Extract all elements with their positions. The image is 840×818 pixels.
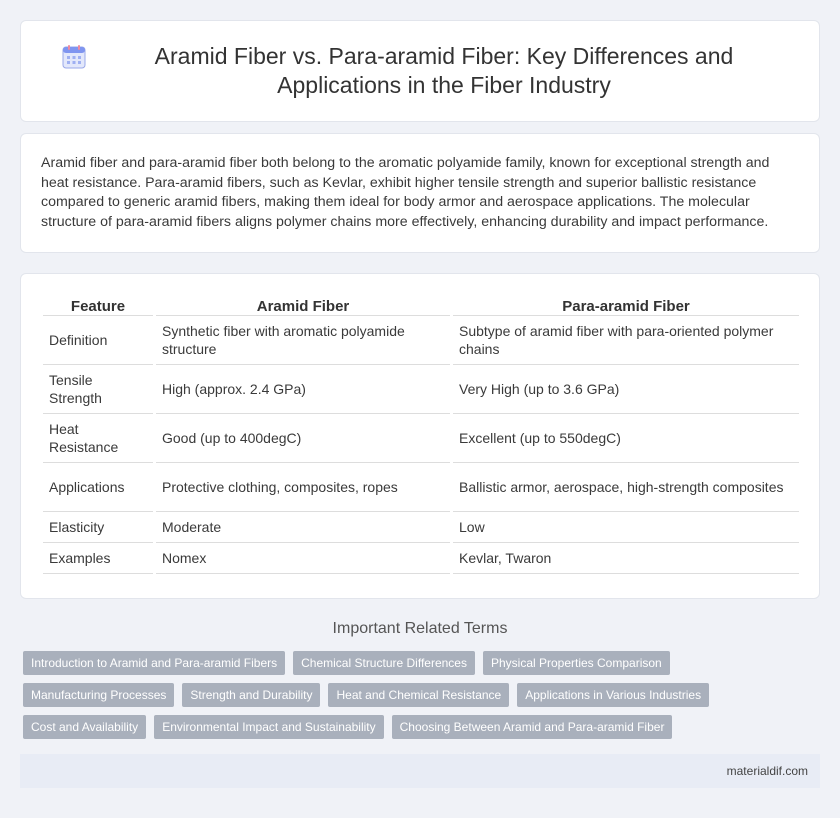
table-row	[43, 463, 799, 512]
related-terms-tags	[23, 651, 823, 747]
row-aramid: Nomex	[156, 543, 450, 574]
related-term-tag[interactable]: Choosing Between Aramid and Para-aramid Fiber	[392, 715, 673, 739]
table-row	[43, 316, 799, 365]
row-para-aramid: Ballistic armor, aerospace, high-strength composites	[453, 463, 799, 512]
related-term-tag[interactable]: Heat and Chemical Resistance	[328, 683, 509, 707]
related-term-tag[interactable]: Strength and Durability	[182, 683, 320, 707]
table-header-row	[43, 294, 799, 316]
related-terms-title: Important Related Terms	[332, 620, 508, 637]
related-term-tag[interactable]: Chemical Structure Differences	[293, 651, 475, 675]
row-aramid: Moderate	[156, 512, 450, 543]
tag-row	[23, 651, 823, 675]
header-feature: Feature	[43, 294, 153, 316]
table-row	[43, 543, 799, 574]
tag-row	[23, 683, 823, 707]
related-term-tag[interactable]: Introduction to Aramid and Para-aramid Fibers	[23, 651, 285, 675]
row-aramid: Good (up to 400degC)	[156, 414, 450, 463]
intro-paragraph: Aramid fiber and para-aramid fiber both belong to the aromatic polyamide family, known for exceptional strength and heat resistance. Para-aramid fibers, such as Kevlar, exhibit higher tensile strength and superior ballistic resistance compared to generic aramid fibers, making them ideal for body armor and aerospace applications. The molecular structure of para-aramid fibers aligns polymer chains more effectively, enhancing durability and impact performance.	[41, 155, 770, 230]
row-feature: Heat Resistance	[43, 414, 153, 463]
row-feature: Examples	[43, 543, 153, 574]
header-para-aramid: Para-aramid Fiber	[453, 294, 799, 316]
row-aramid: Protective clothing, composites, ropes	[156, 463, 450, 512]
row-para-aramid: Excellent (up to 550degC)	[453, 414, 799, 463]
footer	[20, 754, 820, 788]
row-para-aramid: Very High (up to 3.6 GPa)	[453, 365, 799, 414]
row-feature: Definition	[43, 316, 153, 365]
table-row	[43, 365, 799, 414]
row-para-aramid: Kevlar, Twaron	[453, 543, 799, 574]
tag-row	[23, 715, 823, 739]
related-term-tag[interactable]: Physical Properties Comparison	[483, 651, 670, 675]
comparison-table-card	[20, 273, 820, 599]
row-para-aramid: Subtype of aramid fiber with para-oriented polymer chains	[453, 316, 799, 365]
comparison-table	[40, 294, 802, 574]
row-aramid: High (approx. 2.4 GPa)	[156, 365, 450, 414]
intro-card	[20, 133, 820, 253]
related-term-tag[interactable]: Applications in Various Industries	[517, 683, 709, 707]
row-feature: Elasticity	[43, 512, 153, 543]
related-term-tag[interactable]: Cost and Availability	[23, 715, 146, 739]
footer-site-link[interactable]: materialdif.com	[726, 764, 808, 778]
table-row	[43, 512, 799, 543]
row-aramid: Synthetic fiber with aromatic polyamide structure	[156, 316, 450, 365]
header-aramid: Aramid Fiber	[156, 294, 450, 316]
header-card	[20, 20, 820, 122]
row-para-aramid: Low	[453, 512, 799, 543]
related-term-tag[interactable]: Manufacturing Processes	[23, 683, 174, 707]
row-feature: Applications	[43, 463, 153, 512]
table-row	[43, 414, 799, 463]
page-title: Aramid Fiber vs. Para-aramid Fiber: Key Differences and Applications in the Fiber Industry	[154, 43, 734, 98]
calendar-icon	[61, 44, 87, 70]
row-feature: Tensile Strength	[43, 365, 153, 414]
related-term-tag[interactable]: Environmental Impact and Sustainability	[154, 715, 383, 739]
